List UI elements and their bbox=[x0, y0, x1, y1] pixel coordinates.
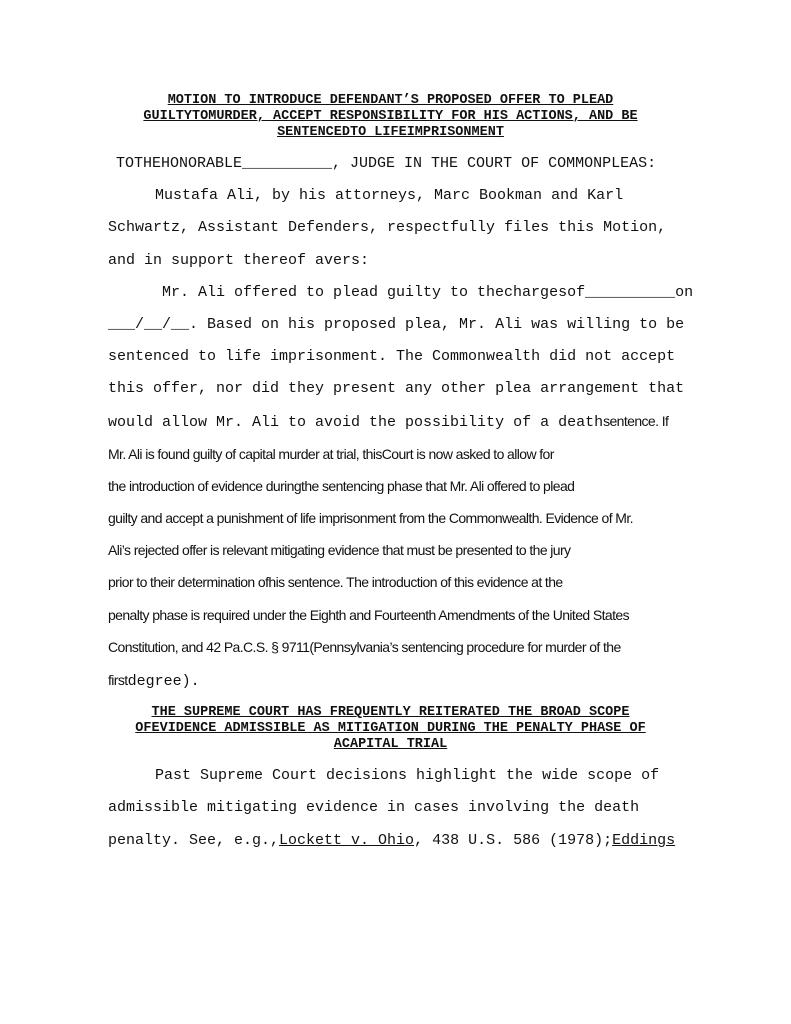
body-line-7: the introduction of evidence duringthe sentencing phase that Mr. Ali offered to plead bbox=[108, 478, 575, 494]
closing-line-3-pre: penalty. See, e.g., bbox=[108, 832, 280, 849]
section-heading-line-2: OFEVIDENCE ADMISSIBLE AS MITIGATION DURING THE PENALTY PHASE OF bbox=[135, 721, 646, 736]
body-line-5-mono: would allow Mr. Ali to avoid the possibility of a death bbox=[108, 414, 604, 431]
body-line-13-narrow: first bbox=[108, 672, 128, 688]
body-line-6: Mr. Ali is found guilty of capital murder at trial, thisCourt is now asked to allow for bbox=[108, 446, 554, 462]
body-line-11: penalty phase is required under the Eighth and Fourteenth Amendments of the United States bbox=[108, 607, 629, 623]
closing-line-3-mid: , 438 U.S. 586 (1978); bbox=[414, 832, 613, 849]
closing-line-1: Past Supreme Court decisions highlight the wide scope of bbox=[155, 767, 660, 784]
section-heading-line-3: ACAPITAL TRIAL bbox=[333, 737, 448, 752]
body-line-9: Ali’s rejected offer is relevant mitigating evidence that must be presented to the jury bbox=[108, 542, 571, 558]
body-line-8: guilty and accept a punishment of life imprisonment from the Commonwealth. Evidence of Mr. bbox=[108, 510, 633, 526]
case-citation-lockett: Lockett v. Ohio bbox=[279, 832, 415, 849]
body-line-5-narrow: sentence. If bbox=[603, 413, 669, 429]
body-line-13-mono: degree). bbox=[127, 673, 200, 690]
motion-title-line-2: GUILTYTOMURDER, ACCEPT RESPONSIBILITY FOR HIS ACTIONS, AND BE bbox=[143, 109, 638, 124]
intro-line-3: and in support thereof avers: bbox=[108, 252, 370, 269]
intro-line-1: Mustafa Ali, by his attorneys, Marc Bookman and Karl bbox=[155, 187, 624, 204]
closing-line-2: admissible mitigating evidence in cases involving the death bbox=[108, 799, 640, 816]
body-line-13 bbox=[108, 671, 200, 691]
body-line-5 bbox=[108, 412, 668, 432]
body-line-1: Mr. Ali offered to plead guilty to thechargesof__________on bbox=[162, 284, 694, 301]
body-line-2: ___/__/__. Based on his proposed plea, Mr. Ali was willing to be bbox=[108, 316, 685, 333]
body-line-3: sentenced to life imprisonment. The Commonwealth did not accept bbox=[108, 348, 676, 365]
closing-line-3 bbox=[108, 832, 675, 850]
motion-title-line-3: SENTENCEDTO LIFEIMPRISONMENT bbox=[277, 125, 504, 140]
case-citation-eddings: Eddings bbox=[612, 832, 676, 849]
intro-line-2: Schwartz, Assistant Defenders, respectfully files this Motion, bbox=[108, 219, 667, 236]
body-line-10: prior to their determination ofhis sentence. The introduction of this evidence at the bbox=[108, 574, 563, 590]
section-heading-line-1: THE SUPREME COURT HAS FREQUENTLY REITERATED THE BROAD SCOPE bbox=[151, 705, 630, 720]
body-line-4: this offer, nor did they present any other plea arrangement that bbox=[108, 380, 685, 397]
motion-title-line-1: MOTION TO INTRODUCE DEFENDANT’S PROPOSED OFFER TO PLEAD bbox=[167, 93, 614, 108]
salutation: TOTHEHONORABLE__________, JUDGE IN THE COURT OF COMMONPLEAS: bbox=[116, 155, 657, 172]
body-line-12: Constitution, and 42 Pa.C.S. § 9711(Pennsylvania’s sentencing procedure for murder of the bbox=[108, 639, 621, 655]
